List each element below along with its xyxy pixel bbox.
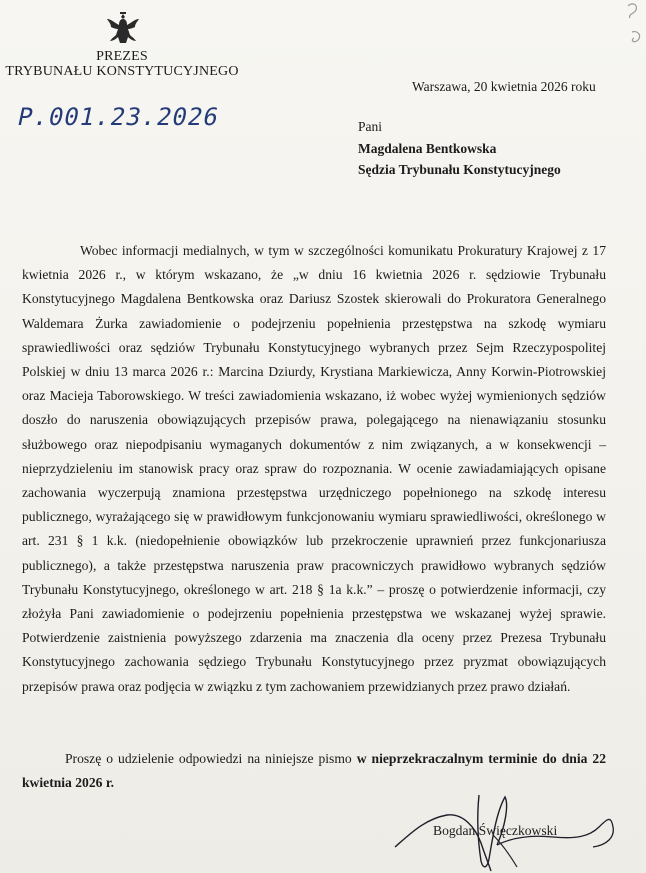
- addressee-name: Magdalena Bentkowska: [358, 141, 497, 156]
- signer-name: Bogdan Święczkowski: [433, 823, 558, 838]
- closing-text: Proszę o udzielenie odpowiedzi na niniejsze pismo: [65, 751, 357, 766]
- addressee-title: Sędzia Trybunału Konstytucyjnego: [358, 162, 561, 177]
- header-title-line2: TRYBUNAŁU KONSTYTUCYJNEGO: [5, 64, 239, 79]
- eagle-emblem-icon: [104, 10, 142, 50]
- letter-body-paragraph: Wobec informacji medialnych, w tym w szczególności komunikatu Prokuratury Krajowej z 17 kwietnia 2026 r., w którym wskazano, że „w dniu 16 kwietnia 2026 r. sędziowie Trybunału Konstytucyjnego Magdalena Bentkowska oraz Dariusz Szostek skierowali do Prokuratora Generalnego Waldemara Żurka zawiadomienie o podejrzeniu popełnienia przestępstwa na szkodę wymiaru sprawiedliwości oraz sędziów Trybunału Konstytucyjnego wybranych przez Sejm Rzeczypospolitej Polskiej w dniu 13 marca 2026 r.: Marcina Dziurdy, Krystiana Markiewicza, Anny Korwin-Piotrowskiej oraz Macieja Taborowskiego. W treści zawiadomienia wskazano, iż wobec wyżej wymienionych sędziów doszło do naruszenia obowiązujących przepisów prawa, polegającego na nienawiązaniu stosunku służbowego oraz niepodpisaniu wymaganych dokumentów z nim związanych, a w konsekwencji – nieprzydzieleniu im stanowisk pracy oraz spraw do rozpoznania. W ocenie zawiadamiających opisane zachowania wyczerpują znamiona przestępstwa urzędniczego popełnionego na szkodę interesu publicznego, wyrażającego się w prawidłowym funkcjonowaniu wymiaru sprawiedliwości, określonego w art. 231 § 1 k.k. (niedopełnienie obowiązków lub przekroczenie uprawnień przez funkcjonariusza publicznego), a także przestępstwa naruszenia praw pracowniczych prawidłowo wybranych sędziów Trybunału Konstytucyjnego, określonego w art. 218 § 1a k.k.” – proszę o potwierdzenie informacji, czy złożyła Pani zawiadomienie o podejrzeniu popełnienia przestępstwa we wskazanej wyżej sprawie. Potwierdzenie zaistnienia powyższego zdarzenia ma znaczenia dla oceny przez Prezesa Trybunału Konstytucyjnego zachowania sędziego Trybunału Konstytucyjnego przez pryzmat obowiązujących przepisów prawa oraz podjęcia w związku z tym zachowaniem przewidzianych przez prawo działań.: [22, 243, 606, 694]
- header-title-line1: PREZES: [96, 49, 148, 64]
- addressee-salutation: Pani: [358, 119, 383, 134]
- place-and-date: Warszawa, 20 kwietnia 2026 roku: [412, 79, 596, 94]
- closing-deadline: w nieprzekraczalnym terminie do dnia 22 kwietnia 2026 r.: [22, 751, 607, 790]
- handwritten-reference-number: P.001.23.2026: [15, 103, 222, 131]
- corner-pencil-mark-icon: [624, 0, 646, 60]
